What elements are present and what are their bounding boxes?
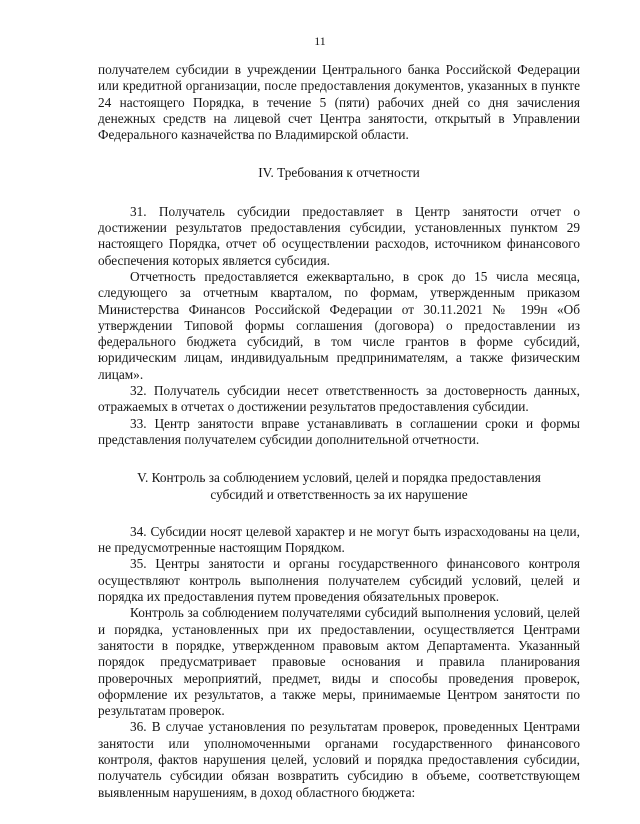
- paragraph-35: 35. Центры занятости и органы государственного финансового контроля осуществляют контроль выполнения получателем субсидий условий, целей и порядка их предоставления путем проведения обязательных проверок.: [98, 556, 580, 605]
- section-5-title-line-2: субсидий и ответственность за их нарушение: [210, 486, 468, 502]
- page-number: 11: [314, 34, 326, 48]
- paragraph-32: 32. Получатель субсидии несет ответственность за достоверность данных, отражаемых в отчетах о достижении результатов предоставления субсидии.: [98, 383, 580, 415]
- paragraph-36: 36. В случае установления по результатам проверок, проведенных Центрами занятости или уполномоченными органами государственного финансового контроля, фактов нарушения целей, условий и порядка предоставления субсидии, получатель субсидии обязан возвратить субсидию в объеме, соответствующем выявленным нарушениям, в доход областного бюджета:: [98, 719, 580, 800]
- paragraph-control-procedure: Контроль за соблюдением получателями субсидий выполнения условий, целей и порядка, установленных при их предоставлении, осуществляется Центрами занятости в порядке, утвержденном правовым актом Департамента. Указанный порядок предусматривает правовые основания и правила планирования проверочных мероприятий, предмет, виды и способы проведения проверок, оформление их результатов, а также меры, принимаемые Центром занятости по результатам проверок.: [98, 605, 580, 719]
- document-body: [98, 62, 580, 801]
- section-4-title: IV. Требования к отчетности: [258, 165, 420, 181]
- paragraph-34: 34. Субсидии носят целевой характер и не могут быть израсходованы на цели, не предусмотренные настоящим Порядком.: [98, 523, 580, 556]
- paragraph-31: 31. Получатель субсидии предоставляет в Центр занятости отчет о достижении результатов предоставления субсидии, установленных пунктом 29 настоящего Порядка, отчет об осуществлении расходов, источником финансового обеспечения которых является субсидия.: [98, 203, 580, 268]
- paragraph-33: 33. Центр занятости вправе устанавливать в соглашении сроки и формы представления получателем субсидии дополнительной отчетности.: [98, 415, 580, 447]
- section-5-title: [98, 470, 580, 503]
- section-5-title-line-1: V. Контроль за соблюдением условий, целей и порядка предоставления: [137, 470, 541, 486]
- paragraph-reporting-terms: Отчетность предоставляется ежеквартально, в срок до 15 числа месяца, следующего за отчетным кварталом, по формам, утвержденным приказом Министерства Финансов Российской Федерации от 30.11.2021 № 199н «Об утверждении Типовой формы соглашения (договора) о предоставлении из федерального бюджета субсидий, в том числе грантов в форме субсидий, юридическим лицам, индивидуальным предпринимателям, а также физическим лицам».: [98, 268, 580, 382]
- paragraph-continuation: получателем субсидии в учреждении Центрального банка Российской Федерации или кредитной организации, после предоставления документов, указанных в пункте 24 настоящего Порядка, в течение 5 (пяти) рабочих дней со дня зачисления денежных средств на лицевой счет Центра занятости, открытый в Управлении Федерального казначейства по Владимирской области.: [98, 62, 580, 143]
